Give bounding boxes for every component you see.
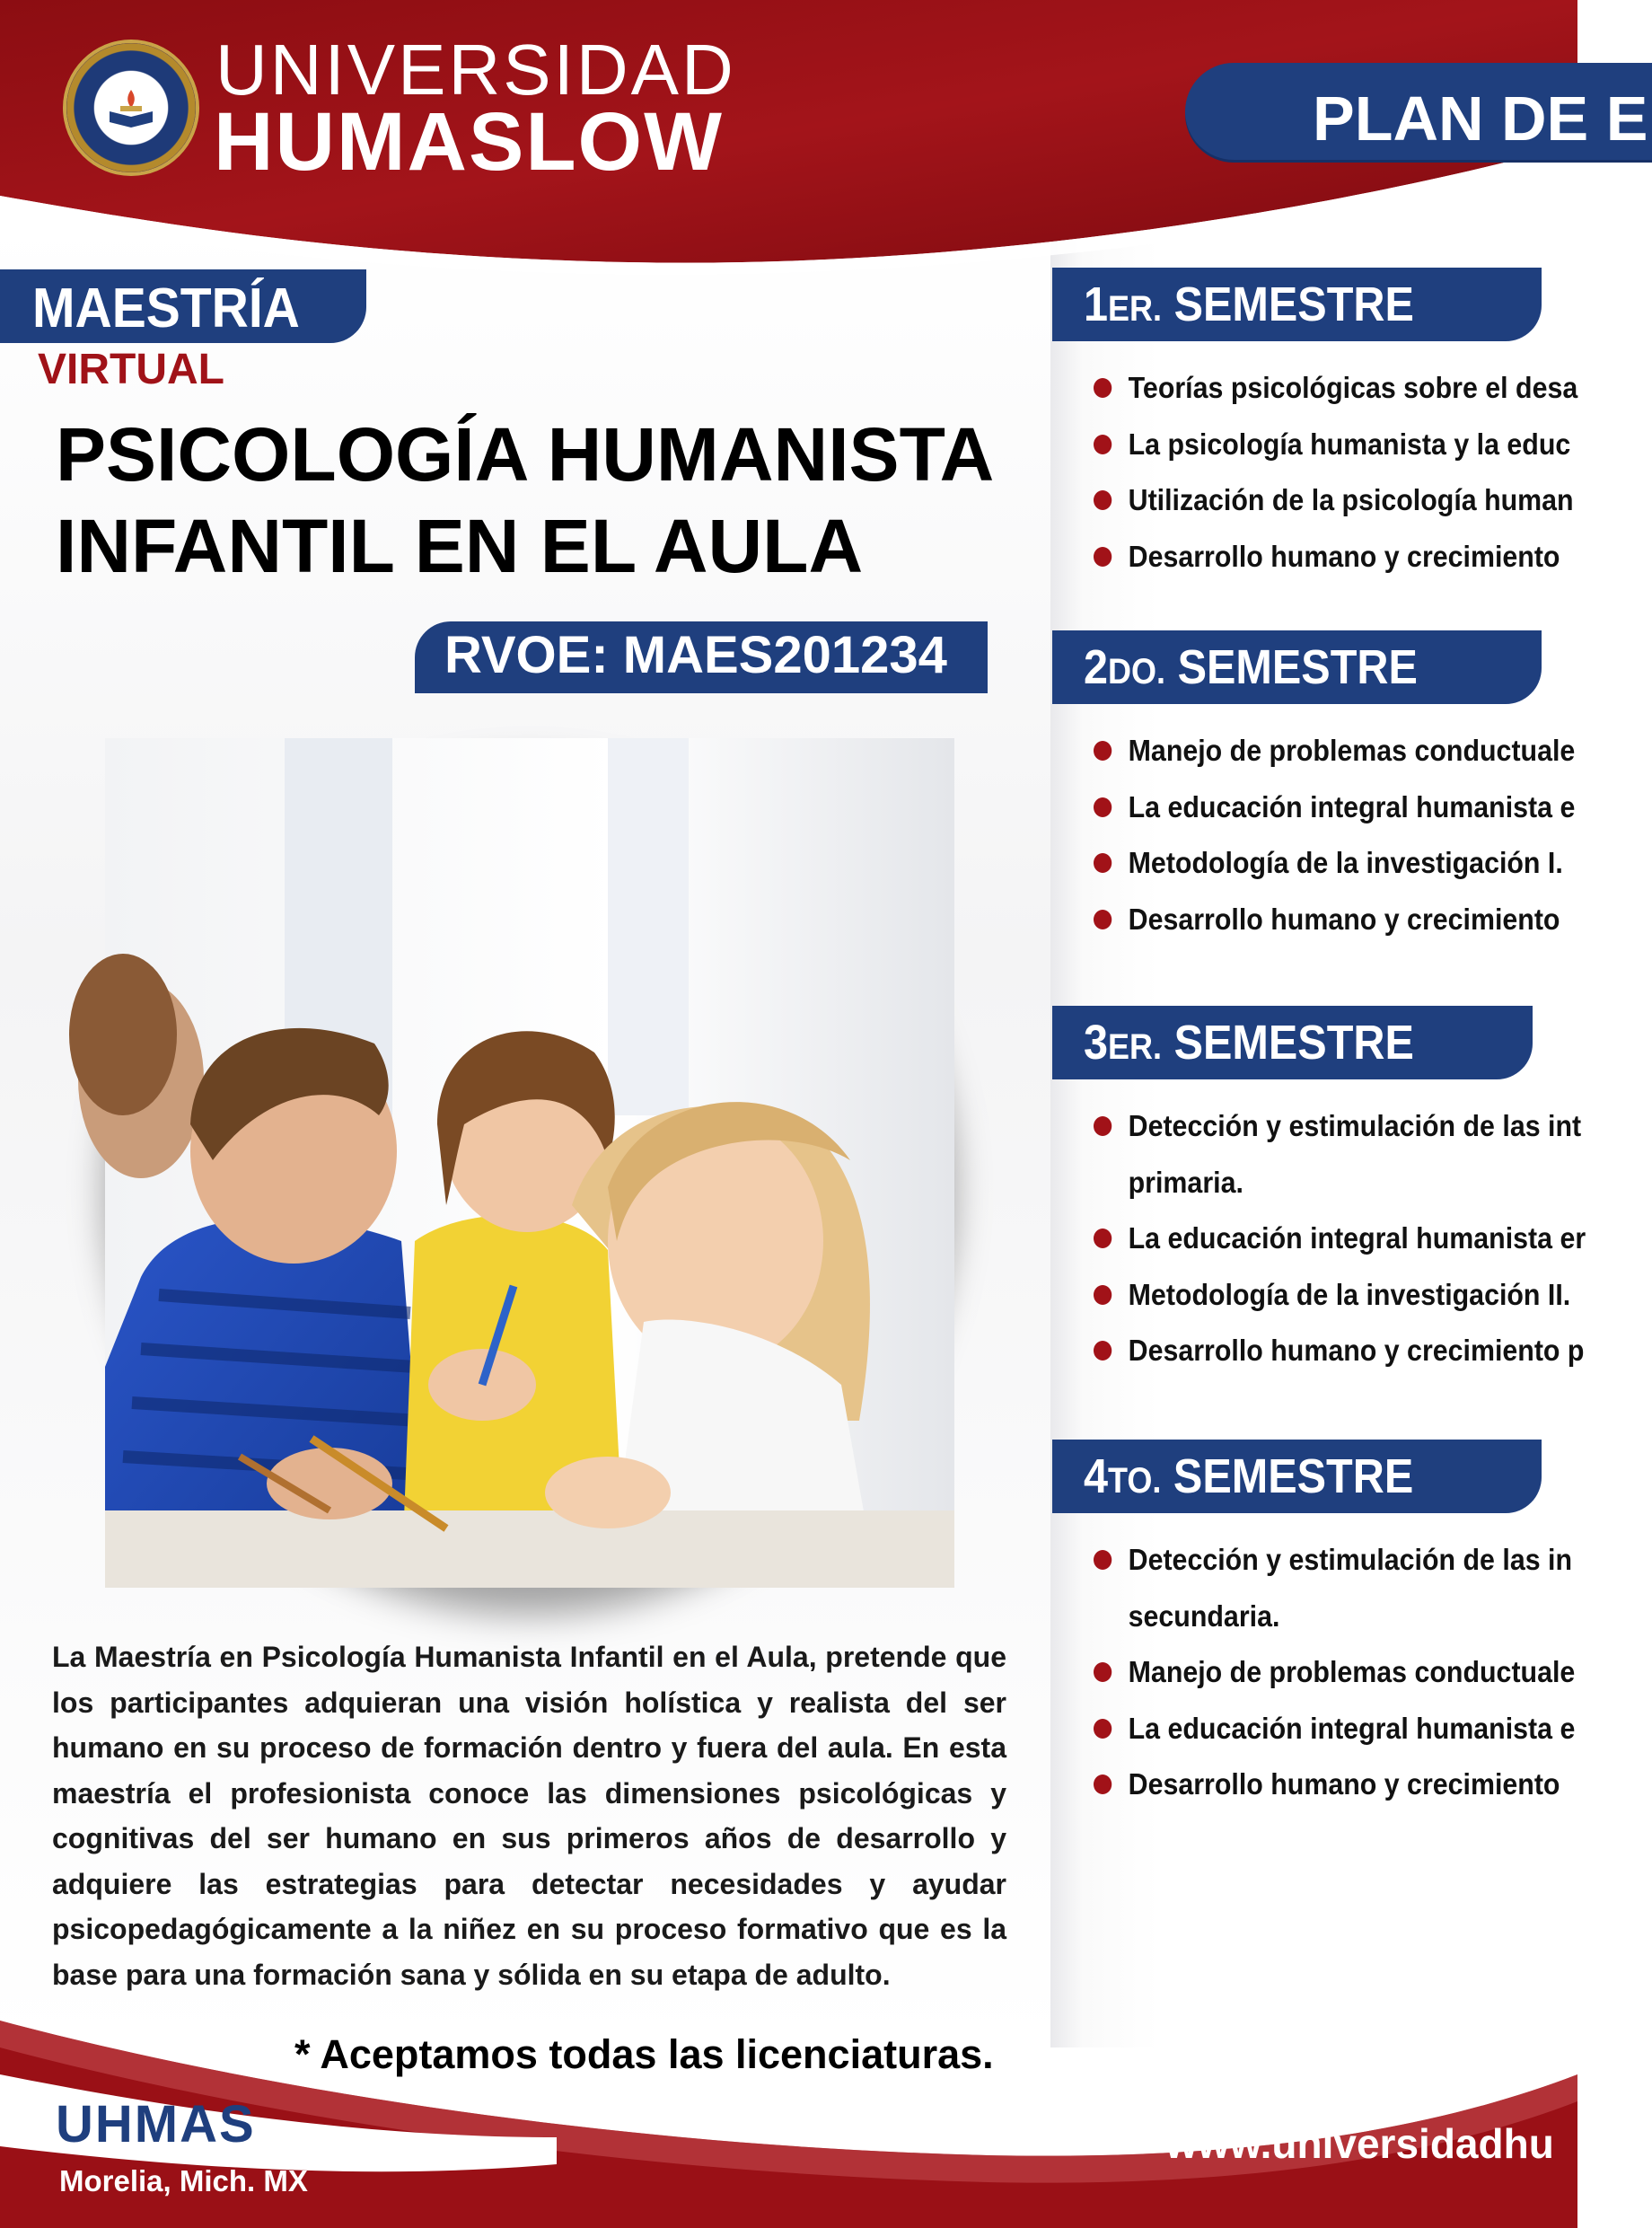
semester-course-list-2 — [1094, 723, 1596, 947]
course-name: La educación integral humanista e — [1128, 789, 1576, 823]
course-item — [1094, 723, 1576, 779]
bullet-dot-icon — [1094, 1341, 1112, 1361]
semester-title-1 — [1084, 277, 1414, 332]
course-name: Detección y estimulación de las in — [1128, 1543, 1573, 1576]
course-item — [1094, 1644, 1576, 1701]
plan-header-label: PLAN DE E — [1313, 84, 1648, 154]
semester-number: 2 — [1084, 640, 1109, 694]
course-item — [1094, 1211, 1586, 1267]
course-name: Utilización de la psicología human — [1128, 483, 1574, 516]
program-modality: VIRTUAL — [38, 346, 224, 393]
course-item — [1094, 472, 1574, 529]
semester-title-2 — [1084, 639, 1418, 695]
semester-title-4 — [1084, 1449, 1413, 1504]
bullet-dot-icon — [1094, 1550, 1112, 1570]
bullet-dot-icon — [1094, 490, 1112, 510]
semester-suffix: ER. — [1108, 289, 1163, 329]
bullet-dot-icon — [1094, 547, 1112, 567]
course-item — [1094, 1532, 1573, 1589]
bullet-dot-icon — [1094, 435, 1112, 454]
semester-suffix: TO. — [1108, 1461, 1162, 1501]
bullet-dot-icon — [1094, 853, 1112, 873]
bullet-dot-icon — [1094, 910, 1112, 929]
course-item — [1094, 417, 1571, 473]
university-name-line2: HUMASLOW — [214, 96, 724, 188]
course-item — [1094, 360, 1578, 417]
program-level: MAESTRÍA — [32, 277, 300, 339]
bullet-dot-icon — [1094, 1662, 1112, 1682]
program-description: La Maestría en Psicología Humanista Infantil en el Aula, pretende que los participantes adquieran una visión holística y realista del ser humano en su proceso de formación dentro y fuera del aula. En esta maestría el profesionista conoce las dimensiones psicológicas y cognitivas del ser humano en sus primeros años de desarrollo y adquiere las estrategias para detectar necesidades y ayudar psicopedagógicamente a la niñez en su proceso formativo que es la base para una formación sana y sólida en su etapa de adulto. — [52, 1641, 1006, 1991]
course-name: Metodología de la investigación II. — [1128, 1277, 1571, 1311]
bullet-dot-icon — [1094, 1285, 1112, 1305]
footer-abbr-logo: UHMAS — [56, 2095, 256, 2153]
semester-number: 4 — [1084, 1449, 1109, 1503]
course-item — [1094, 1701, 1576, 1757]
course-item — [1094, 1323, 1585, 1379]
semester-label: SEMESTRE — [1173, 1449, 1414, 1503]
course-name: Detección y estimulación de las int — [1128, 1109, 1582, 1142]
bullet-dot-icon — [1094, 797, 1112, 817]
bullet-dot-icon — [1094, 741, 1112, 761]
semester-course-list-1 — [1094, 360, 1596, 585]
course-item — [1094, 835, 1563, 892]
course-name: La educación integral humanista er — [1128, 1221, 1586, 1255]
course-name: La educación integral humanista e — [1128, 1711, 1576, 1745]
semester-course-list-3 — [1094, 1098, 1596, 1379]
semester-label: SEMESTRE — [1177, 640, 1418, 694]
course-item — [1094, 779, 1576, 836]
semester-number: 1 — [1084, 277, 1109, 331]
course-item — [1094, 1098, 1582, 1155]
program-title-line2: INFANTIL EN EL AULA — [56, 504, 864, 588]
semester-title-3 — [1084, 1015, 1414, 1070]
bullet-dot-icon — [1094, 378, 1112, 398]
program-title — [56, 409, 1025, 592]
rvoe-code: RVOE: MAES201234 — [444, 626, 947, 684]
university-name-line1: UNIVERSIDAD — [215, 30, 736, 110]
course-item — [1094, 892, 1560, 948]
course-name: Teorías psicológicas sobre el desa — [1128, 371, 1578, 404]
bullet-dot-icon — [1094, 1228, 1112, 1248]
course-name: Manejo de problemas conductuale — [1128, 734, 1576, 767]
bullet-dot-icon — [1094, 1116, 1112, 1136]
course-item-continuation: secundaria. — [1128, 1598, 1280, 1633]
program-title-line1: PSICOLOGÍA HUMANISTA — [56, 412, 995, 497]
children-studying-illustration — [105, 738, 954, 1588]
course-name: Manejo de problemas conductuale — [1128, 1655, 1576, 1688]
university-seal-logo — [66, 43, 196, 172]
footer-website-link[interactable]: www.universidadhu — [1165, 2120, 1554, 2167]
bullet-dot-icon — [1094, 1719, 1112, 1739]
course-item — [1094, 529, 1560, 586]
course-name: Desarrollo humano y crecimiento p — [1128, 1334, 1585, 1367]
course-name: Metodología de la investigación I. — [1128, 846, 1563, 879]
admission-note: * Aceptamos todas las licenciaturas. — [294, 2031, 994, 2077]
course-name: La psicología humanista y la educ — [1128, 427, 1571, 461]
course-item — [1094, 1757, 1560, 1813]
semester-suffix: DO. — [1108, 652, 1166, 691]
course-name: Desarrollo humano y crecimiento — [1128, 539, 1560, 573]
course-name: Desarrollo humano y crecimiento — [1128, 902, 1560, 936]
semester-label: SEMESTRE — [1173, 1016, 1414, 1070]
semester-suffix: ER. — [1108, 1027, 1163, 1067]
semester-course-list-4 — [1094, 1532, 1596, 1813]
children-photo — [105, 738, 954, 1588]
semester-number: 3 — [1084, 1016, 1109, 1070]
bullet-dot-icon — [1094, 1774, 1112, 1794]
book-icon — [104, 81, 158, 135]
course-item — [1094, 1267, 1571, 1324]
semester-label: SEMESTRE — [1173, 277, 1414, 331]
course-item-continuation: primaria. — [1128, 1165, 1243, 1199]
footer-city: Morelia, Mich. MX — [59, 2164, 308, 2197]
course-name: Desarrollo humano y crecimiento — [1128, 1767, 1560, 1801]
